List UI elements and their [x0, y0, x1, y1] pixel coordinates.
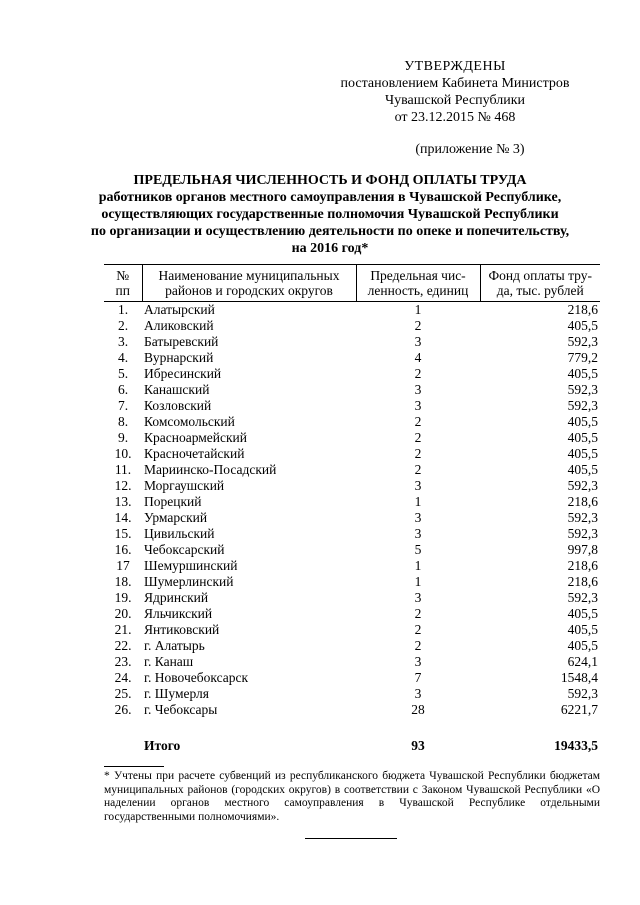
- table-row: [104, 478, 600, 494]
- row-num: 10.: [114, 446, 132, 461]
- row-name: Красноармейский: [144, 430, 248, 445]
- table-row: [104, 382, 600, 398]
- row-name: Канашский: [144, 382, 210, 397]
- header-name-line-2: районов и городских округов: [165, 283, 333, 298]
- table-row: [104, 334, 600, 350]
- header-num-line-1: №: [116, 268, 130, 283]
- row-name: Шумерлинский: [144, 574, 234, 589]
- row-count: 3: [414, 590, 422, 605]
- title-line-2: работников органов местного самоуправления в Чувашской Республике,: [98, 190, 562, 205]
- row-num: 15.: [114, 526, 132, 541]
- row-num: 18.: [114, 574, 132, 589]
- row-count: 2: [414, 446, 422, 461]
- row-num: 21.: [114, 622, 132, 637]
- row-name: Козловский: [144, 398, 212, 413]
- row-num: 16.: [114, 542, 132, 557]
- row-count: 28: [411, 702, 425, 717]
- table-row: [104, 558, 600, 574]
- row-count: 3: [414, 526, 422, 541]
- row-num: 7.: [117, 398, 129, 413]
- row-count: 3: [414, 654, 422, 669]
- row-fund: 779,2: [567, 350, 598, 365]
- approval-line-3: Чувашской Республики: [384, 93, 526, 108]
- title-line-1: ПРЕДЕЛЬНАЯ ЧИСЛЕННОСТЬ И ФОНД ОПЛАТЫ ТРУДА: [133, 173, 527, 188]
- row-num: 8.: [117, 414, 129, 429]
- row-fund: 405,5: [567, 318, 598, 333]
- row-fund: 624,1: [567, 654, 598, 669]
- row-name: Алатырский: [144, 302, 215, 317]
- row-fund: 405,5: [567, 638, 598, 653]
- row-count: 1: [414, 574, 422, 589]
- row-num: 19.: [114, 590, 132, 605]
- table-row: [104, 606, 600, 622]
- row-count: 5: [414, 542, 422, 557]
- table-row: [104, 414, 600, 430]
- row-num: 22.: [114, 638, 132, 653]
- row-count: 3: [414, 478, 422, 493]
- row-count: 2: [414, 366, 422, 381]
- header-count-line-1: Предельная чис-: [370, 268, 466, 283]
- table-row: [104, 638, 600, 654]
- row-fund: 405,5: [567, 462, 598, 477]
- header-name: [142, 265, 356, 302]
- table-row: [104, 398, 600, 414]
- row-name: Янтиковский: [144, 622, 220, 637]
- title-line-3: осуществляющих государственные полномочия Чувашской Республики: [101, 207, 559, 222]
- row-num: 12.: [114, 478, 132, 493]
- table-row: [104, 574, 600, 590]
- row-fund: 592,3: [567, 334, 598, 349]
- row-num: 2.: [117, 318, 129, 333]
- row-count: 2: [414, 462, 422, 477]
- table-row: [104, 654, 600, 670]
- title-line-4: по организации и осуществлению деятельности по опеке и попечительству,: [90, 224, 570, 239]
- row-count: 3: [414, 686, 422, 701]
- row-fund: 997,8: [567, 542, 598, 557]
- row-count: 1: [414, 302, 422, 317]
- row-num: 25.: [114, 686, 132, 701]
- table-row: [104, 702, 600, 718]
- row-num: 17: [116, 558, 130, 573]
- table-row: [104, 622, 600, 638]
- row-fund: 592,3: [567, 686, 598, 701]
- header-fund: [480, 265, 600, 302]
- row-num: 9.: [117, 430, 129, 445]
- header-fund-line-1: Фонд оплаты тру-: [488, 268, 592, 283]
- row-num: 23.: [114, 654, 132, 669]
- row-num: 24.: [114, 670, 132, 685]
- row-count: 1: [414, 494, 422, 509]
- row-name: Цивильский: [144, 526, 215, 541]
- table-row: [104, 366, 600, 382]
- table-row: [104, 494, 600, 510]
- row-count: 2: [414, 638, 422, 653]
- row-fund: 405,5: [567, 430, 598, 445]
- header-count: [356, 265, 480, 302]
- table-row: [104, 686, 600, 702]
- approval-line-2: постановлением Кабинета Министров: [340, 76, 570, 91]
- row-name: Аликовский: [144, 318, 214, 333]
- total-fund: 19433,5: [554, 738, 598, 753]
- row-name: г. Новочебоксарск: [144, 670, 249, 685]
- row-name: Ядринский: [144, 590, 209, 605]
- row-name: Урмарский: [144, 510, 208, 525]
- table-row: [104, 430, 600, 446]
- footnote-separator: [104, 766, 164, 767]
- row-fund: 405,5: [567, 366, 598, 381]
- total-empty: [104, 718, 142, 754]
- row-num: 3.: [117, 334, 129, 349]
- row-count: 3: [414, 334, 422, 349]
- row-num: 4.: [117, 350, 129, 365]
- row-name: Вурнарский: [144, 350, 214, 365]
- row-fund: 405,5: [567, 414, 598, 429]
- row-num: 13.: [114, 494, 132, 509]
- total-count: 93: [411, 738, 425, 753]
- row-name: г. Алатырь: [144, 638, 205, 653]
- row-count: 2: [414, 430, 422, 445]
- row-count: 1: [414, 558, 422, 573]
- table-row: [104, 542, 600, 558]
- row-name: Порецкий: [144, 494, 202, 509]
- document-title: [80, 172, 580, 257]
- row-fund: 405,5: [567, 606, 598, 621]
- table-header-row: [104, 265, 600, 302]
- appendix-label: (приложение № 3): [415, 142, 525, 157]
- header-name-line-1: Наименование муниципальных: [158, 268, 340, 283]
- row-fund: 405,5: [567, 622, 598, 637]
- row-fund: 592,3: [567, 510, 598, 525]
- row-num: 11.: [114, 462, 132, 477]
- row-count: 2: [414, 414, 422, 429]
- row-count: 3: [414, 510, 422, 525]
- footnote: * Учтены при расчете субвенций из республиканского бюджета Чувашской Республики бюджетам муниципальных районов (городских округов) в соответствии с Законом Чувашской Республики «О наделении органов местного самоуправления в Чувашской Республике отдельными государственными полномочиями».: [104, 770, 600, 823]
- header-num: [104, 265, 142, 302]
- approval-stamp: [330, 58, 580, 126]
- row-name: Ибресинский: [144, 366, 222, 381]
- row-num: 20.: [114, 606, 132, 621]
- title-line-5: на 2016 год*: [291, 241, 369, 256]
- row-name: Чебоксарский: [144, 542, 225, 557]
- row-num: 14.: [114, 510, 132, 525]
- row-name: Моргаушский: [144, 478, 225, 493]
- table-row: [104, 590, 600, 606]
- table-row: [104, 462, 600, 478]
- total-label: Итого: [144, 738, 181, 753]
- approval-line-1: УТВЕРЖДЕНЫ: [404, 59, 506, 74]
- row-fund: 592,3: [567, 590, 598, 605]
- row-num: 6.: [117, 382, 129, 397]
- row-fund: 6221,7: [560, 702, 598, 717]
- row-name: Шемуршинский: [144, 558, 238, 573]
- row-fund: 218,6: [567, 574, 598, 589]
- table-row: [104, 446, 600, 462]
- header-count-line-2: ленность, единиц: [367, 283, 469, 298]
- row-name: г. Чебоксары: [144, 702, 218, 717]
- row-fund: 405,5: [567, 446, 598, 461]
- table-row: [104, 350, 600, 366]
- row-name: Батыревский: [144, 334, 219, 349]
- row-name: Яльчикский: [144, 606, 213, 621]
- row-name: г. Шумерля: [144, 686, 210, 701]
- row-name: Мариинско-Посадский: [144, 462, 277, 477]
- row-fund: 218,6: [567, 494, 598, 509]
- row-name: г. Канаш: [144, 654, 194, 669]
- table-row: [104, 670, 600, 686]
- table-row: [104, 302, 600, 319]
- row-count: 2: [414, 622, 422, 637]
- approval-line-4: от 23.12.2015 № 468: [394, 110, 516, 125]
- end-separator: [305, 838, 397, 839]
- header-num-line-2: пп: [115, 283, 130, 298]
- allocation-table: [104, 264, 600, 754]
- row-num: 26.: [114, 702, 132, 717]
- row-fund: 592,3: [567, 478, 598, 493]
- header-fund-line-2: да, тыс. рублей: [496, 283, 584, 298]
- table-row: [104, 510, 600, 526]
- row-count: 2: [414, 318, 422, 333]
- table-row: [104, 526, 600, 542]
- row-name: Комсомольский: [144, 414, 235, 429]
- row-num: 5.: [117, 366, 129, 381]
- row-num: 1.: [117, 302, 129, 317]
- table-row: [104, 318, 600, 334]
- row-name: Красночетайский: [144, 446, 245, 461]
- row-fund: 218,6: [567, 302, 598, 317]
- row-count: 3: [414, 382, 422, 397]
- row-count: 2: [414, 606, 422, 621]
- row-count: 7: [414, 670, 422, 685]
- row-count: 3: [414, 398, 422, 413]
- row-count: 4: [414, 350, 422, 365]
- row-fund: 592,3: [567, 382, 598, 397]
- row-fund: 1548,4: [560, 670, 598, 685]
- row-fund: 592,3: [567, 398, 598, 413]
- total-row: [104, 718, 600, 754]
- row-fund: 218,6: [567, 558, 598, 573]
- row-fund: 592,3: [567, 526, 598, 541]
